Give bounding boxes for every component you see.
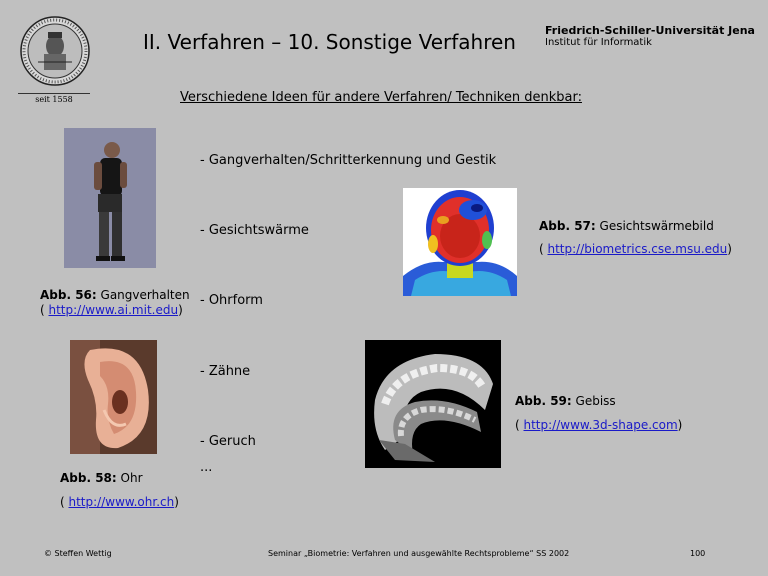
gait-image: [64, 128, 156, 268]
caption-fig57: [539, 215, 732, 261]
institute-name: Institut für Informatik: [545, 37, 652, 48]
thermal-face-image: [403, 188, 517, 296]
caption-fig56-text: Gangverhalten: [100, 288, 190, 302]
slide-title: II. Verfahren – 10. Sonstige Verfahren: [143, 30, 516, 54]
university-name: Friedrich-Schiller-Universität Jena: [545, 24, 755, 37]
footer-author: © Steffen Wettig: [44, 549, 112, 558]
caption-fig58-close: ): [174, 495, 179, 509]
footer-seminar: Seminar „Biometrie: Verfahren und ausgewählte Rechtsprobleme“ SS 2002: [268, 549, 570, 558]
caption-fig57-label: Abb. 57:: [539, 219, 596, 233]
caption-fig58-open: (: [60, 495, 69, 509]
caption-fig56: [40, 288, 190, 318]
caption-fig58-label: Abb. 58:: [60, 471, 117, 485]
caption-fig57-link[interactable]: http://biometrics.cse.msu.edu: [547, 242, 728, 256]
caption-fig57-open: (: [539, 242, 548, 256]
caption-fig59-label: Abb. 59:: [515, 394, 572, 408]
bullet-teeth: - Zähne: [200, 364, 251, 379]
caption-fig58-link[interactable]: http://www.ohr.ch: [68, 495, 175, 509]
university-seal: [20, 16, 90, 86]
caption-fig56-open: (: [40, 303, 49, 317]
caption-fig57-close: ): [727, 242, 732, 256]
caption-fig59-open: (: [515, 418, 524, 432]
bullet-ellipsis: ...: [200, 460, 213, 475]
caption-fig56-link[interactable]: http://www.ai.mit.edu: [48, 303, 179, 317]
caption-fig59-close: ): [677, 418, 683, 432]
slide-subtitle: Verschiedene Ideen für andere Verfahren/ Techniken denkbar:: [180, 90, 582, 105]
caption-fig59-text: Gebiss: [575, 394, 616, 408]
seal-underline: [18, 93, 90, 94]
caption-fig59: [515, 389, 682, 437]
dental-model-image: [365, 340, 501, 468]
caption-fig58: [60, 466, 179, 514]
bullet-ear-shape: - Ohrform: [200, 293, 263, 308]
ear-image: [70, 340, 157, 454]
caption-fig56-close: ): [178, 303, 183, 317]
caption-fig58-text: Ohr: [120, 471, 143, 485]
bullet-smell: - Geruch: [200, 434, 256, 449]
bullet-face-heat: - Gesichtswärme: [200, 223, 309, 238]
caption-fig57-text: Gesichtswärmebild: [599, 219, 714, 233]
caption-fig59-link[interactable]: http://www.3d-shape.com: [523, 418, 678, 432]
bullet-gait: - Gangverhalten/Schritterkennung und Gestik: [200, 153, 497, 168]
caption-fig56-label: Abb. 56:: [40, 288, 97, 302]
footer-page-number: 100: [690, 549, 706, 558]
seal-caption: seit 1558: [35, 95, 73, 104]
